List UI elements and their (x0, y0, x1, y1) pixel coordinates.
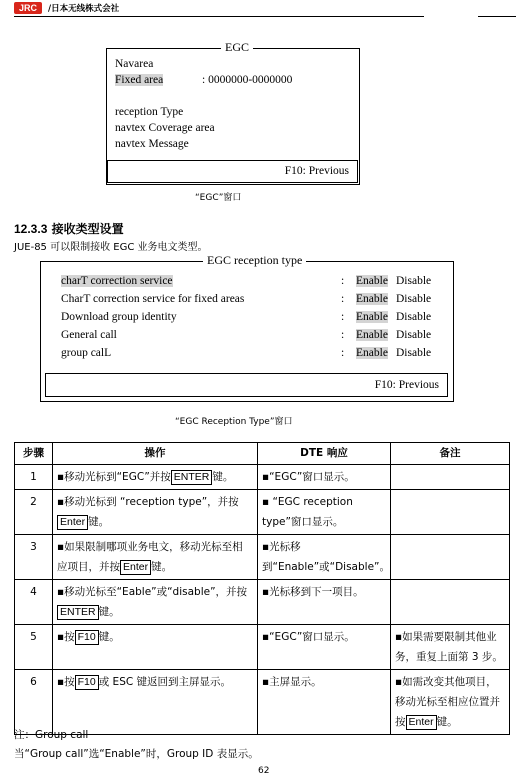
step-dte-response: ▪主屏显示。 (258, 670, 391, 735)
header-dte-response: DTE 响应 (258, 443, 391, 465)
section-heading (14, 220, 124, 237)
step-number: 5 (15, 625, 53, 670)
header-rule (14, 16, 424, 17)
section-title: 接收类型设置 (51, 222, 124, 236)
table-row (15, 670, 510, 735)
step-operation: ▪移动光标到 “reception type”，并按Enter 键。 (53, 490, 258, 535)
disable-option[interactable]: Disable (396, 347, 432, 359)
section-description: JUE-85 可以限制接收 EGC 业务电文类型。 (14, 242, 208, 253)
step-number: 6 (15, 670, 53, 735)
note-line-2: 当“Group call”选“Enable”时，Group ID 表显示。 (14, 748, 259, 760)
steps-table (14, 442, 510, 735)
fixed-area-value: : 0000000-0000000 (202, 74, 293, 86)
section-number: 12.3.3 (14, 222, 48, 236)
reception-row-sep: : (341, 311, 345, 323)
reception-row-sep: : (341, 275, 345, 287)
enter-key: Enter (406, 715, 437, 730)
header-remarks: 备注 (391, 443, 510, 465)
step-remarks (391, 465, 510, 490)
enable-option[interactable]: Enable (356, 347, 388, 359)
table-row (15, 580, 510, 625)
reception-row-label[interactable]: group calL (61, 347, 112, 359)
reception-window-caption: “EGC Reception Type”窗口 (175, 417, 293, 427)
disable-option[interactable]: Disable (396, 311, 432, 323)
step-dte-response: ▪“EGC”窗口显示。 (258, 465, 391, 490)
header-operation: 操作 (53, 443, 258, 465)
page-number: 62 (258, 766, 270, 776)
reception-row-label[interactable]: General call (61, 329, 117, 341)
table-row (15, 535, 510, 580)
step-dte-response: ▪“EGC”窗口显示。 (258, 625, 391, 670)
enable-option[interactable]: Enable (356, 329, 388, 341)
step-number: 2 (15, 490, 53, 535)
reception-window-title: EGC reception type (203, 254, 306, 267)
f10-key: F10 (75, 675, 99, 690)
step-remarks (391, 535, 510, 580)
step-remarks: ▪如果需要限制其他业务，重复上面第 3 步。 (391, 625, 510, 670)
egc-item-navtex-coverage[interactable]: navtex Coverage area (115, 122, 215, 134)
enable-option[interactable]: Enable (356, 311, 388, 323)
egc-f10-previous[interactable]: F10: Previous (107, 160, 358, 183)
reception-f10-previous[interactable]: F10: Previous (45, 373, 448, 397)
reception-row-sep: : (341, 347, 345, 359)
egc-item-navarea[interactable]: Navarea (115, 58, 154, 70)
step-dte-response: ▪光标移到“Enable”或“Disable”。 (258, 535, 391, 580)
note-line-1: 注：Group call (14, 729, 89, 741)
step-remarks (391, 490, 510, 535)
step-remarks: ▪如需改变其他项目，移动光标至相应位置并按 Enter 键。 (391, 670, 510, 735)
step-operation: ▪移动光标至“Eable”或“disable”，并按ENTER 键。 (53, 580, 258, 625)
reception-row-label[interactable]: CharT correction service for fixed areas (61, 293, 245, 305)
egc-item-navtex-message[interactable]: navtex Message (115, 138, 189, 150)
step-number: 3 (15, 535, 53, 580)
step-operation: ▪移动光标到“EGC”并按 ENTER 键。 (53, 465, 258, 490)
egc-window-title: EGC (221, 41, 253, 54)
step-number: 4 (15, 580, 53, 625)
egc-window-caption: “EGC”窗口 (195, 193, 242, 203)
table-header-row (15, 443, 510, 465)
reception-row-sep: : (341, 329, 345, 341)
table-row (15, 625, 510, 670)
step-dte-response: ▪ “EGC reception type”窗口显示。 (258, 490, 391, 535)
header-rule-right (478, 16, 516, 17)
step-remarks (391, 580, 510, 625)
step-operation: ▪按 F10 键。 (53, 625, 258, 670)
company-name: /日本无线株式会社 (48, 4, 120, 14)
enter-key: Enter (57, 515, 88, 530)
disable-option[interactable]: Disable (396, 329, 432, 341)
table-row (15, 465, 510, 490)
reception-row-label[interactable]: charT correction service (61, 275, 173, 287)
step-dte-response: ▪光标移到下一项目。 (258, 580, 391, 625)
step-operation: ▪按 F10 或 ESC 键返回到主屏显示。 (53, 670, 258, 735)
enable-option[interactable]: Enable (356, 293, 388, 305)
f10-key: F10 (75, 630, 99, 645)
egc-window (106, 40, 360, 185)
egc-item-reception-type[interactable]: reception Type (115, 106, 184, 118)
step-operation: ▪如果限制哪项业务电文，移动光标至相应项目，并按 Enter 键。 (53, 535, 258, 580)
enter-key: ENTER (57, 605, 99, 620)
disable-option[interactable]: Disable (396, 275, 432, 287)
disable-option[interactable]: Disable (396, 293, 432, 305)
reception-row-sep: : (341, 293, 345, 305)
reception-row-label[interactable]: Download group identity (61, 311, 177, 323)
table-row (15, 490, 510, 535)
egc-item-fixed-area[interactable]: Fixed area (115, 74, 164, 86)
enable-option[interactable]: Enable (356, 275, 388, 287)
enter-key: ENTER (171, 470, 213, 485)
header-step: 步骤 (15, 443, 53, 465)
jrc-logo: JRC (14, 2, 42, 14)
enter-key: Enter (120, 560, 151, 575)
step-number: 1 (15, 465, 53, 490)
reception-window (40, 253, 454, 402)
